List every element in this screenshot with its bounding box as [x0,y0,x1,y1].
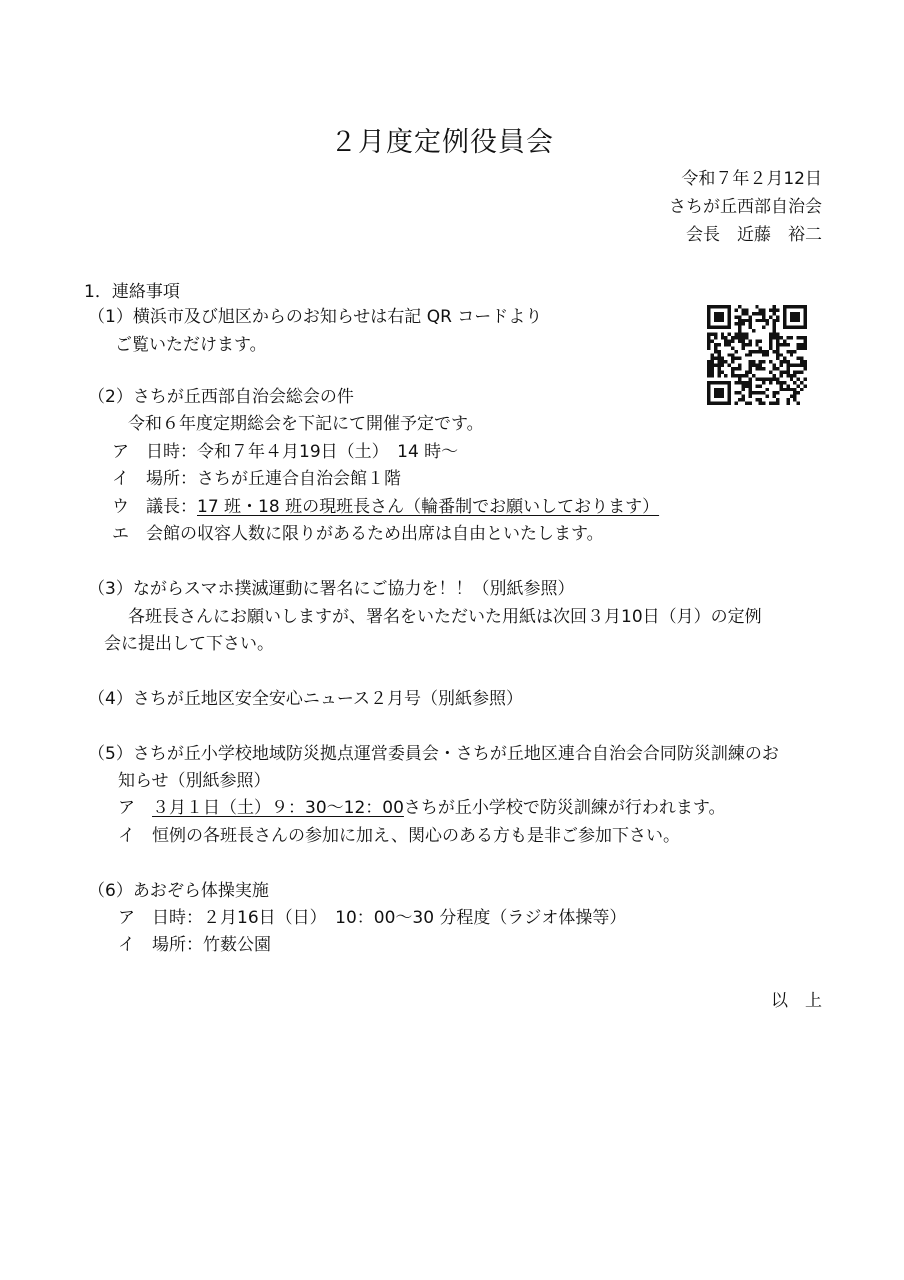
qr-code-icon [707,305,807,405]
item4-heading: （4）さちが丘地区安全安心ニュース２月号（別紙参照） [88,689,523,709]
item5-drill [118,797,726,819]
item2-chair-label: ウ 議長： [112,497,197,517]
item5-note: イ 恒例の各班長さんの参加に加え、関心のある方も是非ご参加下さい。 [118,826,681,846]
item5-heading-cont: 知らせ（別紙参照） [118,771,271,791]
item2-heading: （2）さちが丘西部自治会総会の件 [88,387,354,407]
item6-heading: （6）あおぞら体操実施 [88,881,269,901]
header-chair: 会長 近藤 裕二 [686,225,822,245]
header-org: さちが丘西部自治会 [669,197,822,217]
item3-line1: 各班長さんにお願いしますが、署名をいただいた用紙は次回３月10日（月）の定例 [128,607,762,627]
item6-date: ア 日時：２月16日（日） 10：00～30 分程度（ラジオ体操等） [118,908,627,928]
item3-heading: （3）ながらスマホ撲滅運動に署名にご協力を！！（別紙参照） [88,579,575,599]
item1-line1: （1）横浜市及び旭区からのお知らせは右記 QR コードより [88,307,543,327]
item5-drill-label: ア [118,798,152,818]
item5-drill-time: ３月１日（土）９：30～12：00 [152,798,404,818]
section-heading: 1．連絡事項 [84,282,180,302]
item5-drill-desc: さちが丘小学校で防災訓練が行われます。 [403,798,726,818]
item5-heading: （5）さちが丘小学校地域防災拠点運営委員会・さちが丘地区連合自治会合同防災訓練のお [88,744,779,764]
item2-intro: 令和６年度定期総会を下記にて開催予定です。 [128,414,484,434]
page-title: ２月度定例役員会 [330,127,554,158]
item2-note: エ 会館の収容人数に限りがあるため出席は自由といたします。 [112,524,604,544]
item3-line2: 会に提出して下さい。 [104,634,274,654]
header-date: 令和７年２月12日 [681,169,822,189]
item1-line2: ご覧いただけます。 [115,335,267,355]
item2-chair-value: 17 班・18 班の現班長さん（輪番制でお願いしております） [197,497,660,517]
closing-text: 以 上 [771,991,822,1011]
item2-place: イ 場所：さちが丘連合自治会館１階 [112,469,401,489]
item6-place: イ 場所：竹薮公園 [118,935,271,955]
item2-chair [112,496,659,518]
item2-date: ア 日時：令和７年４月19日（土） 14 時～ [112,442,459,462]
